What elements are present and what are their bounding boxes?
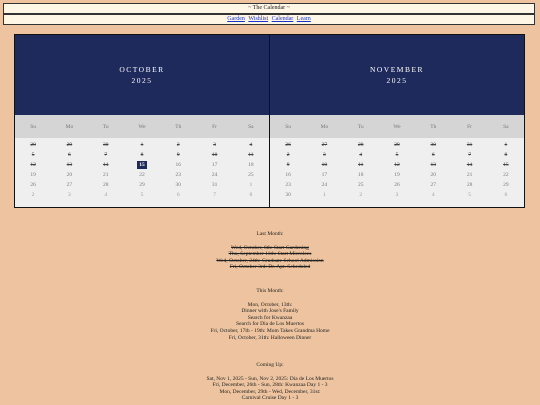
day-number: 8 — [249, 192, 253, 198]
day-number: 29 — [503, 182, 509, 188]
weekday-label: Fr — [467, 123, 472, 130]
nav-link-garden[interactable]: Garden — [227, 16, 245, 22]
day-cell[interactable] — [270, 180, 306, 190]
day-cell[interactable] — [451, 170, 487, 180]
day-cell[interactable] — [233, 180, 269, 190]
day-cell[interactable] — [451, 190, 487, 200]
day-number: 4 — [431, 192, 435, 198]
day-cell[interactable] — [51, 190, 87, 200]
day-cell[interactable] — [451, 150, 487, 160]
day-number: 27 — [430, 182, 437, 188]
day-number: 5 — [31, 152, 35, 158]
day-cell[interactable] — [488, 190, 524, 200]
day-cell[interactable] — [124, 150, 160, 160]
day-cell[interactable] — [379, 150, 415, 160]
day-cell[interactable] — [15, 180, 51, 190]
day-number: 14 — [466, 162, 473, 168]
weekday-label: Tu — [102, 123, 109, 130]
day-cell[interactable] — [196, 160, 232, 170]
section-heading: Coming Up: — [256, 362, 284, 368]
weekday-row — [270, 115, 524, 138]
day-cell[interactable] — [343, 190, 379, 200]
day-number: 19 — [30, 172, 36, 178]
day-cell[interactable] — [343, 160, 379, 170]
weekday-label: Fr — [212, 123, 217, 130]
day-number: 7 — [104, 152, 108, 158]
day-cell[interactable] — [415, 170, 451, 180]
page-title-bar — [3, 3, 535, 14]
day-cell[interactable] — [124, 140, 160, 150]
event-item: Search for Kwanzaa — [247, 314, 293, 321]
day-number: 21 — [102, 172, 109, 178]
day-cell[interactable] — [343, 180, 379, 190]
day-cell[interactable] — [306, 170, 342, 180]
day-cell[interactable] — [451, 180, 487, 190]
day-cell[interactable] — [51, 140, 87, 150]
day-number: 5 — [468, 192, 471, 198]
event-item: Fri, October, 31th: Halloween Dinner — [228, 334, 312, 341]
day-cell[interactable] — [270, 190, 306, 200]
event-item: Sat, Nov 1, 2025 - Sun, Nov 2, 2025: Dia de Los Muertos — [206, 375, 334, 382]
day-number: 28 — [30, 142, 36, 148]
this-month-section — [0, 288, 540, 341]
month-calendar-november — [270, 35, 524, 207]
day-cell[interactable] — [270, 150, 306, 160]
day-cell[interactable] — [15, 190, 51, 200]
weekday-label: Mo — [320, 123, 329, 130]
day-number: 5 — [395, 152, 399, 158]
day-cell[interactable] — [160, 170, 196, 180]
day-cell[interactable] — [306, 160, 342, 170]
day-cell[interactable] — [51, 160, 87, 170]
day-cell[interactable] — [196, 140, 232, 150]
event-item: Wed, October, 6th: Start Gardening — [231, 244, 309, 251]
page-title: ~ The Calendar ~ — [248, 5, 290, 11]
day-cell[interactable] — [160, 190, 196, 200]
day-cell[interactable] — [488, 170, 524, 180]
day-cell[interactable] — [88, 170, 124, 180]
day-number: 7 — [468, 152, 471, 158]
day-number: 20 — [66, 172, 73, 178]
weekday-label: Th — [430, 123, 437, 130]
day-number: 4 — [359, 152, 363, 158]
day-cell[interactable] — [306, 140, 342, 150]
day-number: 14 — [102, 162, 109, 168]
event-item: Carnival Cruise Day 1 - 3 — [241, 395, 299, 402]
nav-link-wishlist[interactable]: Wishlist — [248, 16, 269, 22]
day-number: 9 — [176, 152, 180, 158]
day-cell[interactable] — [379, 190, 415, 200]
day-number: 29 — [394, 142, 400, 148]
month-header — [15, 35, 269, 115]
event-item: Search for Dia de Los Muertos — [236, 321, 304, 328]
day-cell[interactable] — [124, 170, 160, 180]
day-cell[interactable] — [415, 140, 451, 150]
day-cell[interactable] — [488, 160, 524, 170]
month-name: NOVEMBER — [369, 65, 425, 74]
day-cell[interactable] — [306, 180, 342, 190]
month-calendar-october — [15, 35, 269, 207]
day-number: 1 — [249, 182, 253, 188]
day-cell[interactable] — [343, 140, 379, 150]
event-item: Mon, October, 13th: — [247, 301, 293, 308]
day-cell[interactable] — [196, 180, 232, 190]
day-number: 16 — [285, 172, 291, 178]
section-heading: Last Month: — [256, 231, 284, 237]
weekday-label: Su — [285, 123, 292, 130]
day-number: 21 — [466, 172, 473, 178]
day-cell[interactable] — [160, 140, 196, 150]
day-number: 28 — [466, 182, 473, 188]
day-number: 10 — [211, 152, 218, 158]
day-cell[interactable] — [415, 180, 451, 190]
day-number: 10 — [321, 162, 328, 168]
day-number: 4 — [249, 142, 253, 148]
event-item: Thu, September 11th: Start Microlees — [228, 251, 312, 258]
day-cell[interactable] — [343, 170, 379, 180]
day-cell[interactable] — [233, 190, 269, 200]
day-number: 8 — [504, 152, 508, 158]
day-cell[interactable] — [233, 150, 269, 160]
day-number: 15 — [139, 162, 145, 168]
day-number: 3 — [323, 152, 326, 158]
day-number: 29 — [139, 182, 145, 188]
event-item: Wed, October, 24th: Graduate School Admission — [216, 257, 324, 264]
day-cell[interactable] — [160, 180, 196, 190]
weekday-label: Sa — [248, 123, 254, 130]
day-cell[interactable] — [379, 180, 415, 190]
day-cell[interactable] — [233, 140, 269, 150]
day-number: 4 — [104, 192, 108, 198]
day-cell[interactable] — [15, 140, 51, 150]
day-cell[interactable] — [88, 160, 124, 170]
day-cell[interactable] — [379, 170, 415, 180]
day-number: 26 — [394, 182, 400, 188]
weekday-label: Th — [175, 123, 182, 130]
day-number: 27 — [66, 182, 73, 188]
day-number: 6 — [68, 152, 71, 158]
day-cell[interactable] — [343, 150, 379, 160]
day-cell[interactable] — [160, 160, 196, 170]
day-number: 30 — [102, 142, 109, 148]
last-month-section — [0, 231, 540, 271]
day-cell[interactable] — [196, 170, 232, 180]
day-number: 23 — [175, 172, 182, 178]
day-number: 16 — [175, 162, 182, 168]
day-number: 12 — [30, 162, 36, 168]
month-year: 2025 — [386, 76, 408, 85]
day-cell[interactable] — [196, 150, 232, 160]
day-number: 30 — [430, 142, 437, 148]
day-number: 6 — [504, 192, 508, 198]
day-cell[interactable] — [488, 140, 524, 150]
day-number: 22 — [139, 172, 145, 178]
top-nav — [3, 14, 535, 25]
day-cell[interactable] — [88, 180, 124, 190]
day-cell[interactable] — [415, 160, 451, 170]
day-cell[interactable] — [233, 170, 269, 180]
weekday-label: Mo — [65, 123, 74, 130]
day-cell[interactable] — [15, 160, 51, 170]
day-cell[interactable] — [415, 190, 451, 200]
day-number: 31 — [466, 142, 473, 148]
day-number: 15 — [503, 162, 509, 168]
day-number: 1 — [504, 142, 508, 148]
day-number: 5 — [140, 192, 144, 198]
day-number: 24 — [321, 182, 328, 188]
day-number: 12 — [394, 162, 400, 168]
month-name: OCTOBER — [119, 65, 165, 74]
calendar-panel — [14, 34, 525, 208]
event-item: Fri, October, 17th - 19th: Mom Takes Grandma Home — [210, 327, 330, 334]
day-cell[interactable] — [124, 180, 160, 190]
day-number: 25 — [248, 172, 254, 178]
day-cell[interactable] — [270, 140, 306, 150]
day-number: 29 — [66, 142, 73, 148]
day-number: 17 — [321, 172, 328, 178]
section-heading: This Month: — [256, 288, 284, 294]
weekday-label: Su — [30, 123, 37, 130]
day-number: 18 — [357, 172, 364, 178]
day-cell[interactable] — [415, 150, 451, 160]
day-cell[interactable] — [196, 190, 232, 200]
day-cell[interactable] — [379, 140, 415, 150]
day-number: 27 — [321, 142, 328, 148]
day-number: 25 — [357, 182, 364, 188]
day-cell[interactable] — [88, 140, 124, 150]
weekday-label: Tu — [357, 123, 364, 130]
day-number: 2 — [286, 152, 290, 158]
day-number: 2 — [176, 142, 180, 148]
day-cell[interactable] — [15, 170, 51, 180]
month-year: 2025 — [131, 76, 153, 85]
day-cell[interactable] — [379, 160, 415, 170]
day-number: 24 — [211, 172, 218, 178]
day-number: 6 — [431, 152, 435, 158]
weekday-label: We — [138, 123, 146, 130]
day-grid — [15, 138, 269, 200]
month-header — [270, 35, 524, 115]
day-number: 26 — [285, 142, 291, 148]
weekday-label: We — [393, 123, 401, 130]
event-item: Mon, December, 29th - Wed, December, 31st: — [219, 388, 321, 395]
day-grid — [270, 138, 524, 200]
day-cell[interactable] — [124, 190, 160, 200]
day-cell-today[interactable] — [124, 160, 160, 170]
day-number: 8 — [140, 152, 144, 158]
day-number: 3 — [213, 142, 216, 148]
day-number: 26 — [30, 182, 36, 188]
day-number: 11 — [248, 152, 254, 158]
day-cell[interactable] — [233, 160, 269, 170]
day-number: 20 — [430, 172, 437, 178]
day-number: 19 — [394, 172, 400, 178]
day-number: 18 — [248, 162, 254, 168]
day-number: 17 — [211, 162, 218, 168]
day-cell[interactable] — [51, 180, 87, 190]
day-number: 22 — [503, 172, 509, 178]
day-cell[interactable] — [88, 150, 124, 160]
day-cell[interactable] — [306, 190, 342, 200]
day-number: 13 — [66, 162, 73, 168]
day-number: 28 — [357, 142, 364, 148]
event-item: Dinner with Jose's Family — [241, 308, 299, 315]
day-cell[interactable] — [488, 150, 524, 160]
day-cell[interactable] — [270, 170, 306, 180]
day-number: 23 — [285, 182, 291, 188]
day-number: 11 — [358, 162, 364, 168]
day-number: 28 — [102, 182, 109, 188]
day-number: 6 — [176, 192, 180, 198]
day-number: 30 — [285, 192, 291, 198]
nav-link-learn[interactable]: Learn — [296, 16, 311, 22]
day-cell[interactable] — [270, 160, 306, 170]
day-cell[interactable] — [88, 190, 124, 200]
weekday-label: Sa — [503, 123, 509, 130]
nav-link-calendar[interactable]: Calendar — [271, 16, 294, 22]
day-cell[interactable] — [306, 150, 342, 160]
day-number: 1 — [323, 192, 326, 198]
coming-up-section — [0, 362, 540, 402]
day-cell[interactable] — [51, 170, 87, 180]
day-number: 2 — [359, 192, 363, 198]
event-item: Fri, October 3rd: Dr. Apt. Scheduled — [229, 264, 311, 271]
day-number: 3 — [68, 192, 71, 198]
day-number: 13 — [430, 162, 437, 168]
day-cell[interactable] — [488, 180, 524, 190]
day-cell[interactable] — [451, 160, 487, 170]
day-number: 3 — [395, 192, 399, 198]
day-number: 2 — [31, 192, 35, 198]
day-cell[interactable] — [51, 150, 87, 160]
day-number: 1 — [140, 142, 144, 148]
day-number: 30 — [175, 182, 182, 188]
weekday-row — [15, 115, 269, 138]
event-item: Fri, December, 26th - Sun, 28th: Kwanzaa Day 1 - 3 — [212, 382, 328, 389]
day-cell[interactable] — [15, 150, 51, 160]
day-cell[interactable] — [451, 140, 487, 150]
day-number: 7 — [213, 192, 216, 198]
day-number: 9 — [286, 162, 290, 168]
day-cell[interactable] — [160, 150, 196, 160]
day-number: 31 — [211, 182, 218, 188]
